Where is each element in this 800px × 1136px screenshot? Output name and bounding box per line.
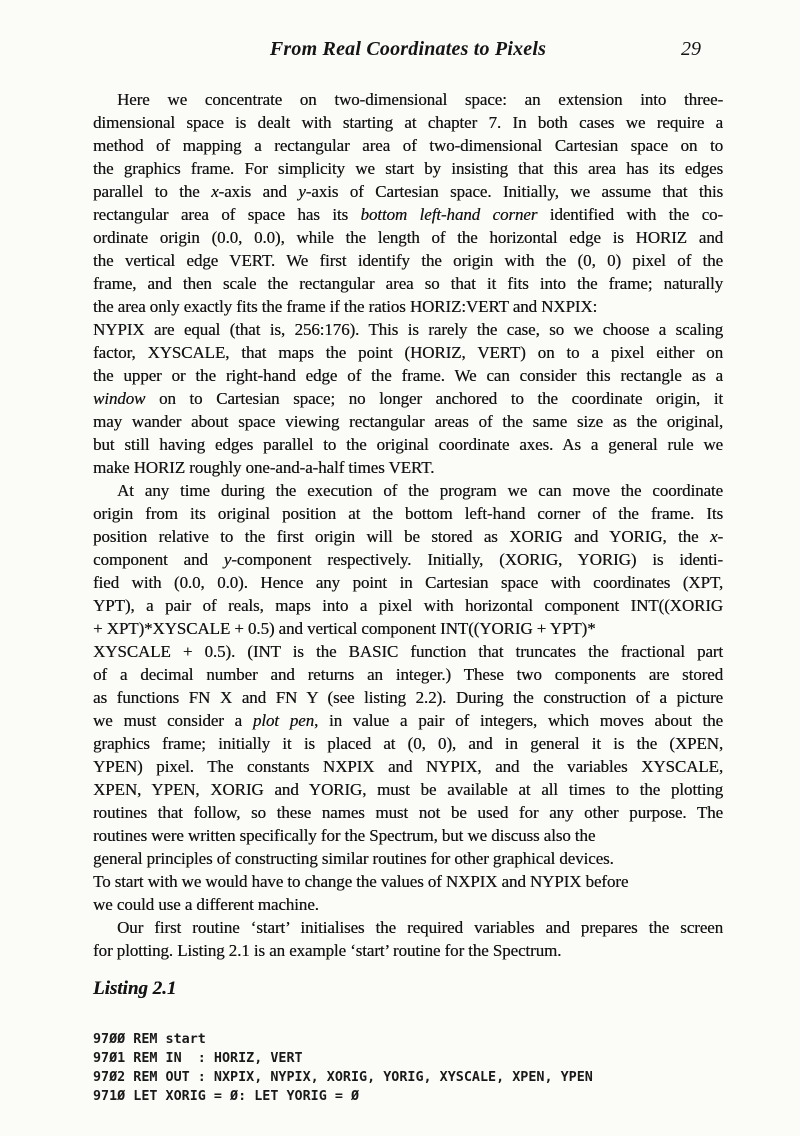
text-segment: origin from its original position at the bottom left-hand corner of the frame. Its bbox=[93, 504, 723, 523]
text-line bbox=[93, 410, 723, 433]
text-line bbox=[93, 893, 723, 916]
text-line bbox=[93, 732, 723, 755]
text-segment: factor, XYSCALE, that maps the point (HORIZ, VERT) on to a pixel either on bbox=[93, 343, 723, 362]
text-segment: ordinate origin (0.0, 0.0), while the length of the horizontal edge is HORIZ and bbox=[93, 228, 723, 247]
text-line bbox=[93, 709, 723, 732]
text-segment: graphics frame; initially it is placed at (0, 0), and in general it is the (XPEN, bbox=[93, 734, 723, 753]
code-line: 971Ø LET XORIG = Ø: LET YORIG = Ø bbox=[93, 1089, 360, 1104]
emphasis-text: x bbox=[211, 182, 219, 201]
text-line bbox=[93, 916, 723, 939]
text-segment: component and bbox=[93, 550, 224, 569]
paragraph bbox=[93, 916, 723, 962]
text-segment: the area only exactly fits the frame if the ratios HORIZ:VERT and NXPIX: bbox=[93, 297, 598, 316]
code-block bbox=[93, 1030, 723, 1106]
text-segment: for plotting. Listing 2.1 is an example ‘start’ routine for the Spectrum. bbox=[93, 941, 562, 960]
text-segment: YPT), a pair of reals, maps into a pixel with horizontal component INT((XORIG bbox=[93, 596, 723, 615]
text-segment: but still having edges parallel to the original coordinate axes. As a general rule we bbox=[93, 435, 723, 454]
text-line bbox=[93, 88, 723, 111]
text-segment: , in value a pair of integers, which moves about the bbox=[313, 711, 723, 730]
emphasis-text: x bbox=[709, 527, 718, 546]
text-line bbox=[93, 663, 723, 686]
emphasis-text: bottom left-hand corner bbox=[360, 205, 538, 224]
text-line bbox=[93, 686, 723, 709]
text-line bbox=[93, 594, 723, 617]
text-line bbox=[93, 824, 723, 847]
text-line bbox=[93, 318, 723, 341]
text-line bbox=[93, 755, 723, 778]
text-line bbox=[93, 571, 723, 594]
text-segment: -component respectively. Initially, (XORIG, YORIG) is identi- bbox=[231, 550, 723, 569]
text-segment: general principles of constructing similar routines for other graphical devices. bbox=[93, 849, 614, 868]
text-segment: - bbox=[717, 527, 723, 546]
text-line bbox=[93, 387, 723, 410]
text-segment: XYSCALE + 0.5). (INT is the BASIC function that truncates the fractional part bbox=[93, 642, 723, 661]
paragraph bbox=[93, 479, 723, 916]
code-line: 97Ø1 REM IN : HORIZ, VERT bbox=[93, 1051, 303, 1066]
text-line bbox=[93, 548, 723, 571]
text-segment: routines were written specifically for the Spectrum, but we discuss also the bbox=[93, 826, 596, 845]
text-line bbox=[93, 870, 723, 893]
text-line bbox=[93, 111, 723, 134]
text-line bbox=[93, 502, 723, 525]
text-segment: Our first routine ‘start’ initialises the required variables and prepares the screen bbox=[117, 918, 723, 937]
text-segment: the graphics frame. For simplicity we start by insisting that this area has its edges bbox=[93, 159, 723, 178]
text-segment: the vertical edge VERT. We first identify the origin with the (0, 0) pixel of the bbox=[93, 251, 723, 270]
text-line bbox=[93, 847, 723, 870]
text-line bbox=[93, 778, 723, 801]
text-line bbox=[93, 341, 723, 364]
text-line bbox=[93, 295, 723, 318]
text-segment: the upper or the right-hand edge of the frame. We can consider this rectangle as a bbox=[93, 366, 723, 385]
listing-heading: Listing 2.1 bbox=[93, 978, 177, 999]
emphasis-text: plot pen bbox=[252, 711, 314, 730]
text-line bbox=[93, 364, 723, 387]
text-segment: fied with (0.0, 0.0). Hence any point in Cartesian space with coordinates (XPT, bbox=[93, 573, 723, 592]
text-segment: NYPIX are equal (that is, 256:176). This is rarely the case, so we choose a scaling bbox=[93, 320, 723, 339]
text-line bbox=[93, 134, 723, 157]
text-segment: Here we concentrate on two-dimensional space: an extension into three- bbox=[117, 90, 723, 109]
text-segment: make HORIZ roughly one-and-a-half times VERT. bbox=[93, 458, 435, 477]
text-segment: routines that follow, so these names must not be used for any other purpose. The bbox=[93, 803, 723, 822]
text-line bbox=[93, 479, 723, 502]
running-head bbox=[93, 38, 723, 62]
text-line bbox=[93, 640, 723, 663]
text-segment: on to Cartesian space; no longer anchored to the coordinate origin, it bbox=[145, 389, 723, 408]
code-line: 97ØØ REM start bbox=[93, 1032, 206, 1047]
text-segment: XPEN, YPEN, XORIG and YORIG, must be available at all times to the plotting bbox=[93, 780, 723, 799]
text-segment: identified with the co- bbox=[537, 205, 723, 224]
text-segment: dimensional space is dealt with starting at chapter 7. In both cases we require a bbox=[93, 113, 723, 132]
text-line bbox=[93, 433, 723, 456]
body-text bbox=[93, 88, 723, 962]
text-line bbox=[93, 157, 723, 180]
text-line bbox=[93, 456, 723, 479]
emphasis-text: y bbox=[298, 182, 306, 201]
text-line bbox=[93, 272, 723, 295]
text-segment: we could use a different machine. bbox=[93, 895, 319, 914]
text-segment: we must consider a bbox=[93, 711, 253, 730]
emphasis-text: window bbox=[93, 389, 146, 408]
code-line: 97Ø2 REM OUT : NXPIX, NYPIX, XORIG, YORIG, XYSCALE, XPEN, YPEN bbox=[93, 1070, 593, 1085]
text-segment: parallel to the bbox=[93, 182, 212, 201]
text-segment: rectangular area of space has its bbox=[93, 205, 361, 224]
text-segment: To start with we would have to change the values of NXPIX and NYPIX before bbox=[93, 872, 629, 891]
text-segment: -axis and bbox=[218, 182, 299, 201]
text-segment: as functions FN X and FN Y (see listing 2.2). During the construction of a picture bbox=[93, 688, 723, 707]
text-line bbox=[93, 180, 723, 203]
text-line bbox=[93, 249, 723, 272]
text-segment: + XPT)*XYSCALE + 0.5) and vertical component INT((YORIG + YPT)* bbox=[93, 619, 596, 638]
text-line bbox=[93, 203, 723, 226]
text-line bbox=[93, 617, 723, 640]
emphasis-text: y bbox=[223, 550, 232, 569]
text-segment: position relative to the first origin will be stored as XORIG and YORIG, the bbox=[93, 527, 710, 546]
text-segment: At any time during the execution of the program we can move the coordinate bbox=[117, 481, 723, 500]
text-segment: of a decimal number and returns an integer.) These two components are stored bbox=[93, 665, 723, 684]
text-line bbox=[93, 226, 723, 249]
text-line bbox=[93, 939, 723, 962]
text-segment: -axis of Cartesian space. Initially, we assume that this bbox=[305, 182, 724, 201]
paragraph bbox=[93, 88, 723, 479]
text-line bbox=[93, 801, 723, 824]
text-segment: frame, and then scale the rectangular area so that it fits into the frame; naturally bbox=[93, 274, 723, 293]
text-segment: method of mapping a rectangular area of two-dimensional Cartesian space on to bbox=[93, 136, 723, 155]
text-segment: YPEN) pixel. The constants NXPIX and NYPIX, and the variables XYSCALE, bbox=[93, 757, 723, 776]
page-title: From Real Coordinates to Pixels bbox=[269, 38, 547, 60]
text-segment: may wander about space viewing rectangular areas of the same size as the original, bbox=[93, 412, 723, 431]
text-line bbox=[93, 525, 723, 548]
page-number: 29 bbox=[681, 38, 701, 60]
